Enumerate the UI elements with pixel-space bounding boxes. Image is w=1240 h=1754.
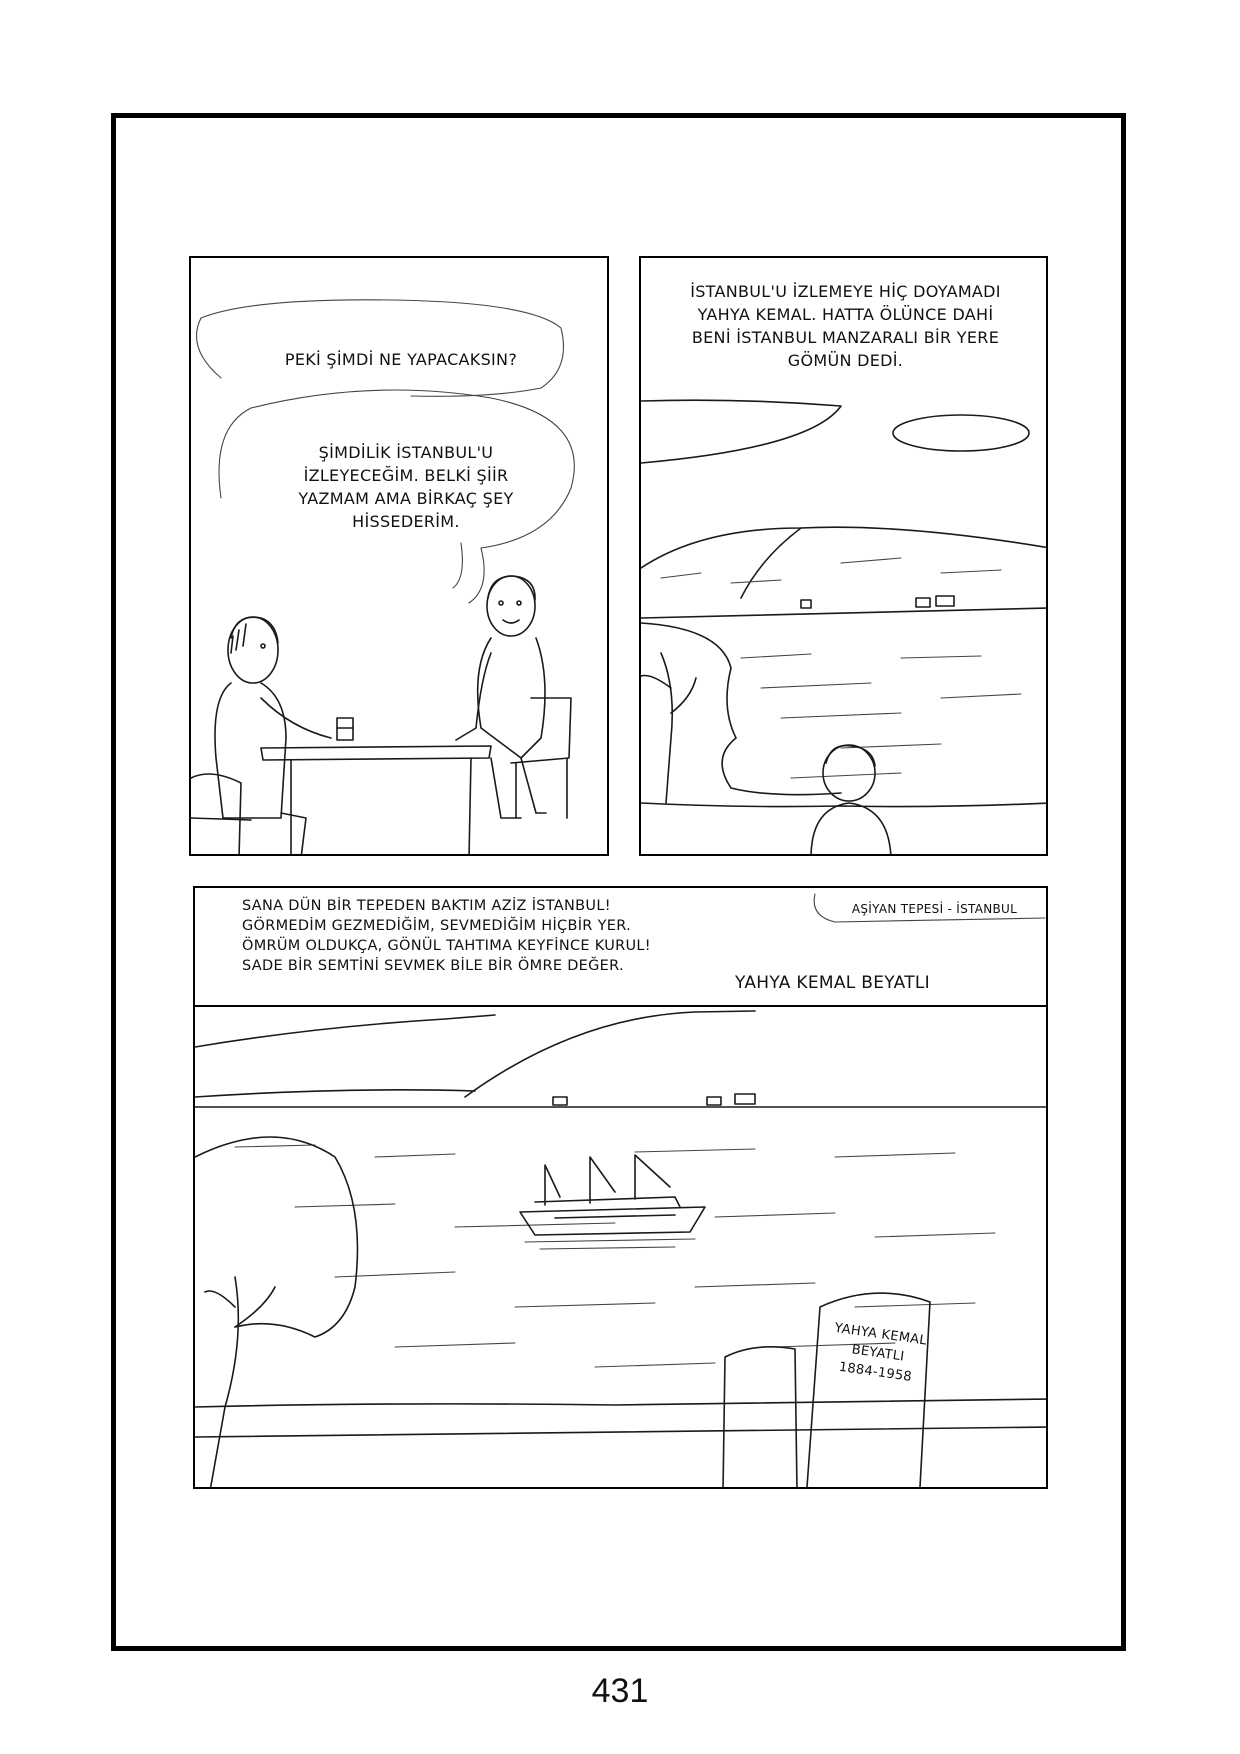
answer-line: ŞİMDİLİK İSTANBUL'U — [318, 443, 494, 462]
speech-bubble-answer — [261, 441, 551, 533]
poem-line: SANA DÜN BİR TEPEDEN BAKTIM AZİZ İSTANBUL! — [242, 898, 611, 914]
answer-line: İZLEYECEĞİM. BELKİ ŞİİR — [303, 466, 509, 485]
caption-line: YAHYA KEMAL. HATTA ÖLÜNCE DAHİ — [697, 305, 994, 324]
answer-line: YAZMAM AMA BİRKAÇ ŞEY — [298, 489, 514, 508]
bosphorus-ship-drawing — [195, 1007, 1048, 1489]
right-man — [456, 576, 546, 818]
ship — [520, 1155, 705, 1249]
answer-line: HİSSEDERİM. — [352, 512, 460, 531]
tombstone-line: 1884-1958 — [837, 1359, 913, 1385]
speech-bubble-question — [231, 348, 571, 371]
page-number: 431 — [591, 1672, 649, 1710]
caption-istanbul — [646, 280, 1045, 372]
speech-text-question: PEKİ ŞİMDİ NE YAPACAKSIN? — [284, 350, 518, 369]
panel-conversation — [189, 256, 609, 856]
poem-author: YAHYA KEMAL BEYATLI — [735, 973, 930, 993]
panel-poem — [193, 886, 1048, 1007]
tombstone-line: YAHYA KEMAL — [833, 1320, 928, 1349]
location-tag: AŞİYAN TEPESİ - İSTANBUL — [851, 902, 1018, 916]
poem-line: SADE BİR SEMTİNİ SEVMEK BİLE BİR ÖMRE DEĞER. — [242, 958, 624, 974]
poem-line: GÖRMEDİM GEZMEDİĞİM, SEVMEDİĞİM HİÇBİR YER. — [242, 918, 631, 934]
caption-line: BENİ İSTANBUL MANZARALI BİR YERE — [691, 328, 1000, 347]
caption-line: GÖMÜN DEDİ. — [787, 351, 904, 370]
poem-line: ÖMRÜM OLDUKÇA, GÖNÜL TAHTIMA KEYFİNCE KURUL! — [242, 938, 651, 954]
tombstone-line: BEYATLI — [850, 1342, 906, 1365]
poem-text — [242, 896, 802, 976]
panel-bosphorus-tombstone — [193, 1005, 1048, 1489]
caption-line: İSTANBUL'U İZLEMEYE HİÇ DOYAMADI — [690, 282, 1001, 301]
panel-istanbul-view — [639, 256, 1048, 856]
